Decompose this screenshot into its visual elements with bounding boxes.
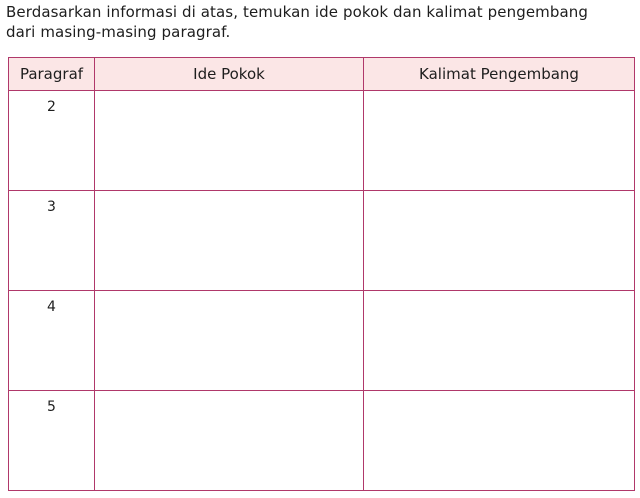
kalimat-pengembang-cell[interactable]	[364, 191, 635, 291]
table-header-row	[9, 58, 635, 91]
instruction-line-1: Berdasarkan informasi di atas, temukan ide pokok dan kalimat pengembang	[6, 3, 588, 21]
paragraf-number: 4	[47, 299, 56, 315]
table-row	[9, 391, 635, 491]
ide-pokok-cell[interactable]	[95, 391, 364, 491]
kalimat-pengembang-cell[interactable]	[364, 391, 635, 491]
ide-pokok-cell[interactable]	[95, 191, 364, 291]
paragraf-cell	[9, 391, 95, 491]
paragraf-number: 3	[47, 199, 56, 215]
ide-pokok-cell[interactable]	[95, 291, 364, 391]
ide-pokok-cell[interactable]	[95, 91, 364, 191]
paragraf-number: 5	[47, 399, 56, 415]
paragraf-cell	[9, 291, 95, 391]
header-kalimat-pengembang: Kalimat Pengembang	[364, 58, 635, 91]
table-row	[9, 91, 635, 191]
instruction-text	[6, 2, 634, 42]
instruction-line-2: dari masing-masing paragraf.	[6, 23, 231, 41]
kalimat-pengembang-cell[interactable]	[364, 91, 635, 191]
worksheet-table	[8, 57, 635, 491]
kalimat-pengembang-cell[interactable]	[364, 291, 635, 391]
table-row	[9, 291, 635, 391]
header-ide-pokok: Ide Pokok	[95, 58, 364, 91]
header-paragraf: Paragraf	[9, 58, 95, 91]
paragraf-cell	[9, 91, 95, 191]
paragraf-number: 2	[47, 99, 56, 115]
table-row	[9, 191, 635, 291]
paragraf-cell	[9, 191, 95, 291]
